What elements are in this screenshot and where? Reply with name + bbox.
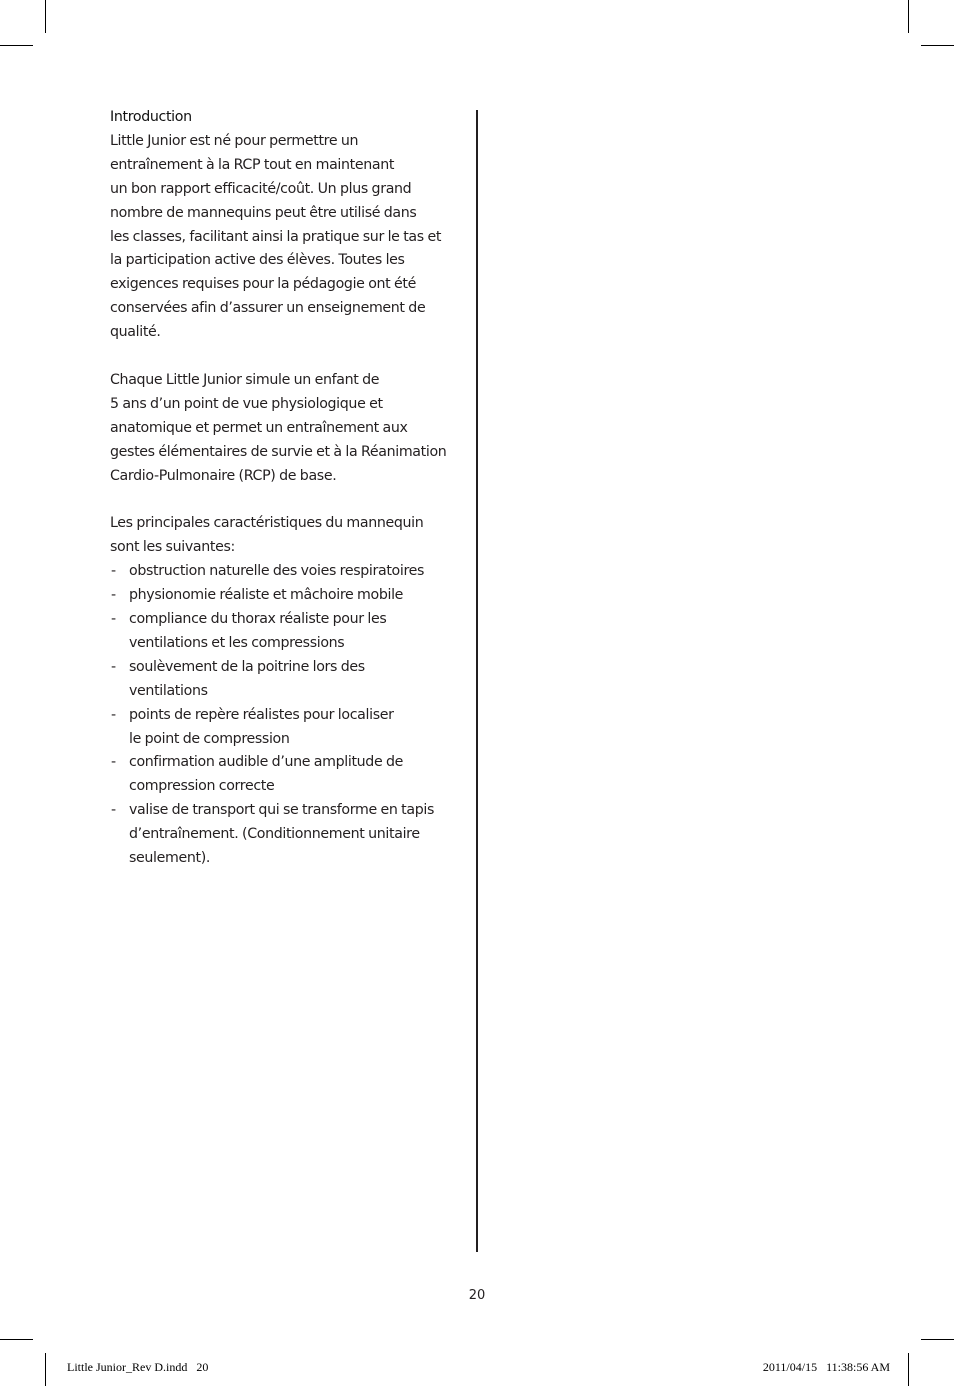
- bullet-dash: -: [111, 563, 116, 580]
- bullet-dash: -: [111, 658, 116, 675]
- slug-timestamp: 2011/04/15 11:38:56 AM: [762, 1360, 890, 1374]
- paragraph-spacer: [110, 488, 455, 512]
- bullet-dash: -: [111, 611, 116, 627]
- section-heading: Introduction: [110, 109, 192, 125]
- list-item-text: points de repère réalistes pour localiser le point de compression: [129, 706, 394, 747]
- list-item: [110, 560, 455, 584]
- bullet-dash: -: [111, 706, 116, 723]
- slug-filename: Little Junior_Rev D.indd 20: [67, 1360, 209, 1374]
- list-item: [110, 584, 455, 608]
- list-item: [110, 751, 455, 799]
- list-item-text: valise de transport qui se transforme en tapis d’entraînement. (Conditionnement unitaire seulement).: [129, 802, 435, 867]
- simulation-paragraph: Chaque Little Junior simule un enfant de 5 ans d’un point de vue physiologique et anatomique et permet un entraînement aux gestes élémentaires de survie et à la Réanimation Cardio-Pulmonaire (RCP) de base.: [110, 371, 447, 484]
- list-item-text: confirmation audible d’une amplitude de compression correcte: [129, 754, 404, 795]
- features-intro-paragraph: Les principales caractéristiques du mannequin sont les suivantes:: [110, 515, 424, 556]
- list-item: [110, 799, 455, 871]
- crop-mark-top-left-vertical: [45, 0, 46, 33]
- list-item-text: obstruction naturelle des voies respiratoires: [129, 563, 425, 580]
- crop-mark-bottom-right-vertical: [908, 1353, 909, 1386]
- list-item: [110, 608, 455, 656]
- crop-mark-top-left-horizontal: [0, 45, 33, 46]
- crop-mark-bottom-right-horizontal: [921, 1339, 954, 1340]
- list-item: [110, 656, 455, 704]
- column-divider: [476, 110, 478, 1252]
- crop-mark-bottom-left-horizontal: [0, 1339, 33, 1340]
- crop-mark-bottom-left-vertical: [45, 1353, 46, 1386]
- crop-mark-top-right-vertical: [908, 0, 909, 33]
- list-item: [110, 704, 455, 752]
- bullet-dash: -: [111, 754, 116, 771]
- crop-mark-top-right-horizontal: [921, 45, 954, 46]
- paragraph-spacer: [110, 345, 455, 369]
- list-item-text: soulèvement de la poitrine lors des ventilations: [129, 658, 365, 699]
- text-column: [110, 106, 455, 871]
- list-item-text: physionomie réaliste et mâchoire mobile: [129, 587, 404, 604]
- bullet-dash: -: [111, 802, 116, 819]
- feature-list: [110, 560, 455, 871]
- bullet-dash: -: [111, 587, 116, 604]
- page-number: 20: [468, 1288, 486, 1303]
- intro-paragraph: Little Junior est né pour permettre un entraînement à la RCP tout en maintenant un bon rapport efficacité/coût. Un plus grand nombre de mannequins peut être utilisé dans les classes, facilitant ainsi la pratique sur le tas et la participation active des élèves. Toutes les exigences requises pour la pédagogie ont été conservées afin d’assurer un enseignement de qualité.: [110, 132, 442, 341]
- list-item-text: compliance du thorax réaliste pour les ventilations et les compressions: [129, 611, 387, 651]
